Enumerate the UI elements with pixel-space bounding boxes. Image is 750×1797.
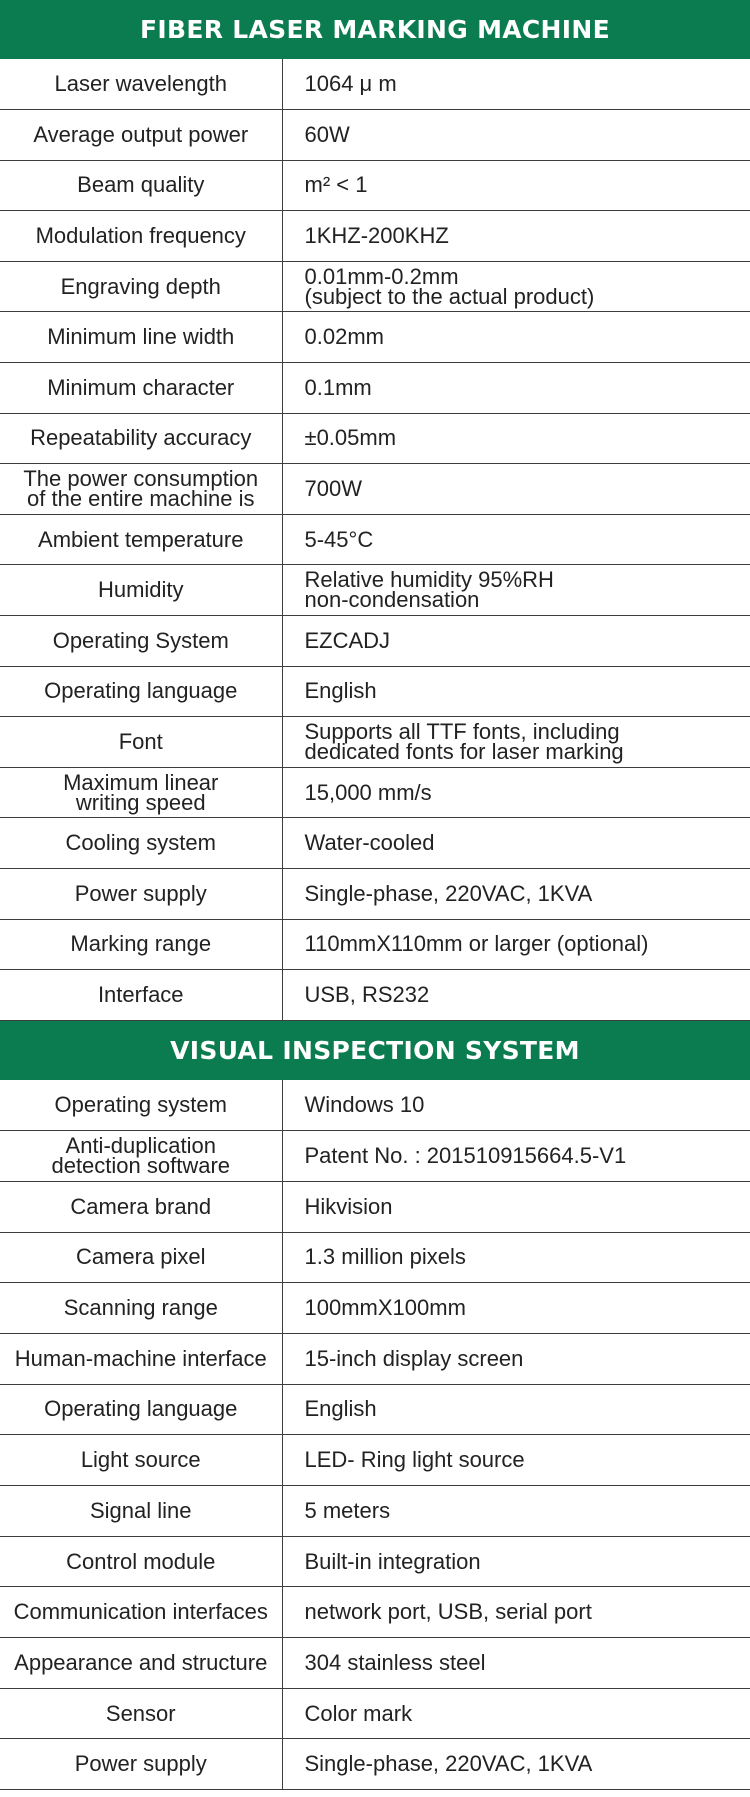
spec-row xyxy=(0,1587,750,1638)
spec-label-line: Sensor xyxy=(105,1700,176,1726)
spec-label-line: Ambient temperature xyxy=(38,526,244,552)
spec-label xyxy=(0,1232,282,1283)
spec-value xyxy=(282,717,750,768)
spec-label-line: Signal line xyxy=(89,1497,192,1523)
spec-label-line: Beam quality xyxy=(77,172,205,198)
spec-row xyxy=(0,1536,750,1587)
spec-value-line: Windows 10 xyxy=(304,1092,425,1118)
spec-value-line: 1064 μ m xyxy=(304,71,397,97)
spec-row xyxy=(0,59,750,110)
spec-value xyxy=(282,1384,750,1435)
spec-label xyxy=(0,312,282,363)
spec-label-line: Power supply xyxy=(74,1751,207,1777)
spec-value-line: dedicated fonts for laser marking xyxy=(304,739,624,765)
spec-value-line: 5 meters xyxy=(304,1497,391,1523)
spec-label-line: Power supply xyxy=(74,880,207,906)
spec-value-line: 15-inch display screen xyxy=(304,1345,524,1371)
spec-value-line: USB, RS232 xyxy=(304,981,430,1007)
spec-label-line: detection software xyxy=(51,1153,231,1179)
spec-value xyxy=(282,869,750,920)
spec-value xyxy=(282,565,750,616)
spec-value-line: 110mmX110mm or larger (optional) xyxy=(304,931,649,957)
spec-row xyxy=(0,1232,750,1283)
spec-value-line: 0.01mm-0.2mm xyxy=(304,263,459,289)
spec-value xyxy=(282,514,750,565)
spec-label-line: Anti-duplication xyxy=(65,1133,216,1159)
spec-label-line: Scanning range xyxy=(63,1295,218,1321)
spec-label xyxy=(0,565,282,616)
spec-value-line: English xyxy=(304,1396,377,1422)
spec-label xyxy=(0,1283,282,1334)
spec-row xyxy=(0,1638,750,1689)
spec-label-line: Maximum linear xyxy=(63,769,219,795)
spec-value-line: 700W xyxy=(304,476,362,502)
spec-value xyxy=(282,1333,750,1384)
spec-label xyxy=(0,818,282,869)
spec-row xyxy=(0,363,750,414)
spec-value xyxy=(282,1688,750,1739)
spec-value-line: Single-phase, 220VAC, 1KVA xyxy=(304,1751,593,1777)
spec-label-line: Cooling system xyxy=(65,830,216,856)
spec-label xyxy=(0,616,282,667)
section-header-laser: FIBER LASER MARKING MACHINE xyxy=(0,0,750,59)
spec-label-line: Operating language xyxy=(44,1396,238,1422)
spec-value xyxy=(282,1739,750,1790)
spec-value-line: non-condensation xyxy=(304,587,480,613)
spec-label xyxy=(0,1688,282,1739)
spec-row xyxy=(0,919,750,970)
spec-value xyxy=(282,363,750,414)
spec-label-line: Laser wavelength xyxy=(54,71,227,97)
vision-spec-table xyxy=(0,1080,750,1790)
spec-label xyxy=(0,1131,282,1182)
spec-label-line: Minimum line width xyxy=(47,324,235,350)
spec-value-line: Supports all TTF fonts, including xyxy=(304,719,620,745)
spec-value xyxy=(282,1131,750,1182)
spec-label xyxy=(0,970,282,1021)
spec-value-line: Water-cooled xyxy=(304,830,435,856)
spec-value xyxy=(282,1435,750,1486)
spec-label-line: Camera brand xyxy=(70,1193,212,1219)
spec-value xyxy=(282,767,750,818)
spec-row xyxy=(0,312,750,363)
spec-label xyxy=(0,666,282,717)
spec-label-line: Light source xyxy=(80,1447,201,1473)
spec-value xyxy=(282,1587,750,1638)
spec-value xyxy=(282,413,750,464)
spec-value xyxy=(282,1283,750,1334)
spec-value-line: 0.1mm xyxy=(304,374,372,400)
spec-label xyxy=(0,261,282,312)
spec-label xyxy=(0,1080,282,1131)
spec-row xyxy=(0,1333,750,1384)
spec-value xyxy=(282,110,750,161)
spec-label-line: Repeatability accuracy xyxy=(30,425,252,451)
spec-row xyxy=(0,1688,750,1739)
spec-row xyxy=(0,818,750,869)
spec-value-line: LED- Ring light source xyxy=(304,1447,525,1473)
spec-label xyxy=(0,110,282,161)
spec-row xyxy=(0,1283,750,1334)
spec-row xyxy=(0,211,750,262)
spec-value-line: network port, USB, serial port xyxy=(304,1599,592,1625)
spec-label xyxy=(0,717,282,768)
spec-row xyxy=(0,1435,750,1486)
spec-row xyxy=(0,970,750,1021)
spec-label-line: Human-machine interface xyxy=(14,1345,267,1371)
spec-row xyxy=(0,110,750,161)
spec-label-line: Operating language xyxy=(44,678,238,704)
spec-label xyxy=(0,1587,282,1638)
spec-label xyxy=(0,1486,282,1537)
spec-label xyxy=(0,1181,282,1232)
laser-spec-table xyxy=(0,59,750,1021)
spec-value xyxy=(282,1638,750,1689)
section-header-vision: VISUAL INSPECTION SYSTEM xyxy=(0,1021,750,1080)
spec-row xyxy=(0,1384,750,1435)
spec-row xyxy=(0,1131,750,1182)
spec-label xyxy=(0,1739,282,1790)
spec-value-line: 60W xyxy=(304,121,350,147)
spec-row xyxy=(0,514,750,565)
spec-label-line: Marking range xyxy=(70,931,212,957)
spec-label xyxy=(0,1333,282,1384)
spec-row xyxy=(0,160,750,211)
spec-row xyxy=(0,464,750,515)
spec-label-line: writing speed xyxy=(75,789,206,815)
spec-label xyxy=(0,363,282,414)
spec-value xyxy=(282,1486,750,1537)
spec-value xyxy=(282,616,750,667)
spec-label-line: Modulation frequency xyxy=(35,223,246,249)
spec-value-line: ±0.05mm xyxy=(304,425,397,451)
spec-value-line: Patent No. : 201510915664.5-V1 xyxy=(304,1143,627,1169)
spec-value xyxy=(282,919,750,970)
spec-value-line: Color mark xyxy=(304,1700,413,1726)
spec-label xyxy=(0,919,282,970)
spec-value-line: EZCADJ xyxy=(304,627,391,653)
spec-label xyxy=(0,514,282,565)
spec-label xyxy=(0,1536,282,1587)
spec-label-line: Camera pixel xyxy=(75,1244,206,1270)
spec-value xyxy=(282,1232,750,1283)
spec-label-line: Font xyxy=(118,729,163,755)
spec-value-line: 5-45°C xyxy=(304,526,374,552)
spec-value-line: Relative humidity 95%RH xyxy=(304,567,554,593)
spec-value-line: Built-in integration xyxy=(304,1548,481,1574)
spec-value-line: (subject to the actual product) xyxy=(304,283,595,309)
spec-row xyxy=(0,1181,750,1232)
spec-row xyxy=(0,565,750,616)
spec-row xyxy=(0,1739,750,1790)
spec-label-line: Average output power xyxy=(33,121,249,147)
spec-label-line: Engraving depth xyxy=(60,273,221,299)
spec-label-line: Humidity xyxy=(97,577,184,603)
spec-value xyxy=(282,59,750,110)
spec-row xyxy=(0,767,750,818)
spec-value xyxy=(282,160,750,211)
spec-value-line: 1KHZ-200KHZ xyxy=(304,223,449,249)
spec-row xyxy=(0,1080,750,1131)
spec-value xyxy=(282,464,750,515)
spec-row xyxy=(0,413,750,464)
spec-value-line: 0.02mm xyxy=(304,324,384,350)
spec-label xyxy=(0,211,282,262)
spec-row xyxy=(0,261,750,312)
spec-label-line: Interface xyxy=(97,981,184,1007)
spec-value xyxy=(282,818,750,869)
spec-label xyxy=(0,464,282,515)
spec-value xyxy=(282,1080,750,1131)
spec-label xyxy=(0,1384,282,1435)
spec-value-line: 100mmX100mm xyxy=(304,1295,466,1321)
spec-value-line: 304 stainless steel xyxy=(304,1649,486,1675)
spec-label-line: Appearance and structure xyxy=(14,1649,268,1675)
spec-value-line: English xyxy=(304,678,377,704)
spec-value-line: 1.3 million pixels xyxy=(304,1244,466,1270)
spec-label xyxy=(0,59,282,110)
spec-value xyxy=(282,261,750,312)
spec-value xyxy=(282,211,750,262)
spec-row xyxy=(0,717,750,768)
spec-label xyxy=(0,413,282,464)
spec-value-line: Hikvision xyxy=(304,1193,393,1219)
spec-label xyxy=(0,1435,282,1486)
spec-label-line: of the entire machine is xyxy=(27,486,255,512)
spec-label-line: Operating System xyxy=(52,627,229,653)
spec-label xyxy=(0,869,282,920)
spec-row xyxy=(0,1486,750,1537)
spec-value-line: 15,000 mm/s xyxy=(304,779,432,805)
spec-value xyxy=(282,1181,750,1232)
spec-label xyxy=(0,160,282,211)
spec-value xyxy=(282,312,750,363)
spec-value-line: m² < 1 xyxy=(304,172,368,198)
spec-value xyxy=(282,666,750,717)
spec-label-line: Operating system xyxy=(54,1092,227,1118)
spec-label xyxy=(0,767,282,818)
spec-value-line: Single-phase, 220VAC, 1KVA xyxy=(304,880,593,906)
spec-label xyxy=(0,1638,282,1689)
spec-value xyxy=(282,970,750,1021)
spec-label-line: Minimum character xyxy=(47,374,235,400)
spec-value xyxy=(282,1536,750,1587)
spec-row xyxy=(0,666,750,717)
spec-label-line: Communication interfaces xyxy=(13,1599,268,1625)
spec-row xyxy=(0,616,750,667)
spec-row xyxy=(0,869,750,920)
spec-label-line: Control module xyxy=(66,1548,216,1574)
spec-label-line: The power consumption xyxy=(23,466,259,492)
